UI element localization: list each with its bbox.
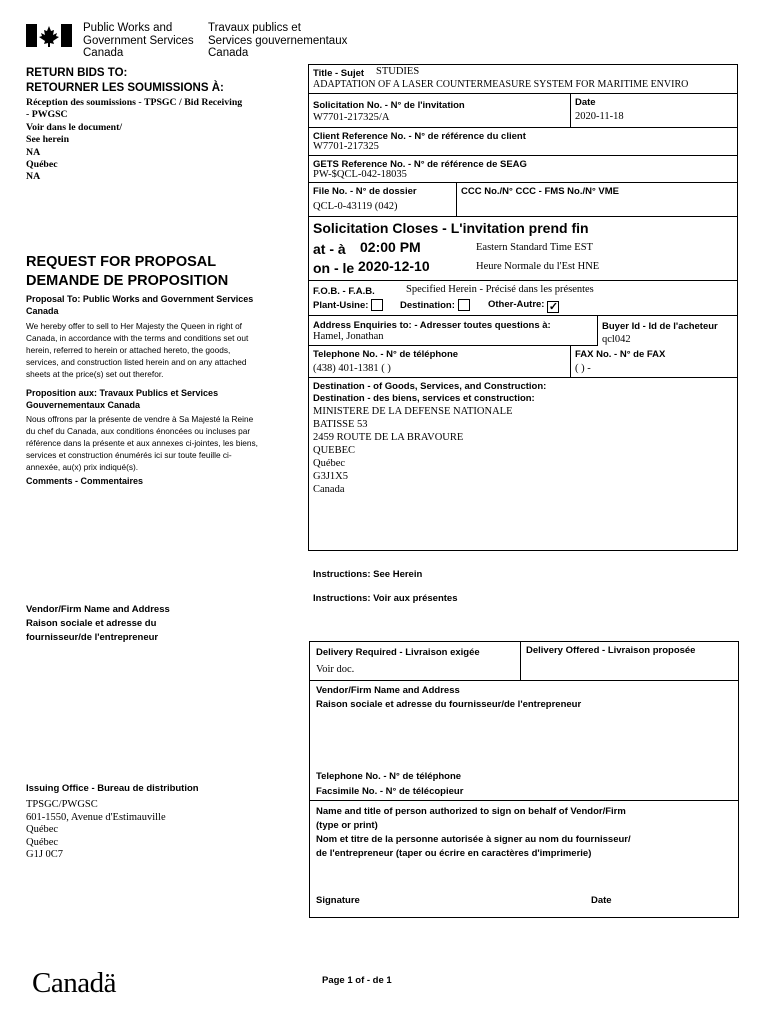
proposal-to-en: Proposal To: Public Works and Government Services Canada xyxy=(26,294,254,316)
divider xyxy=(308,93,738,94)
instructions-en: Instructions: See Herein xyxy=(313,569,423,580)
department-name-fr xyxy=(208,22,347,60)
authorized-line: Nom et titre de la personne autorisée à signer au nom du fournisseur/ xyxy=(316,834,631,845)
authorized-signer-label xyxy=(316,805,631,861)
destination-checkbox[interactable] xyxy=(458,299,470,311)
issuing-office-label: Issuing Office - Bureau de distribution xyxy=(26,783,199,794)
return-address-line: NA xyxy=(26,146,41,158)
phone-label: Telephone No. - N° de téléphone xyxy=(313,349,459,360)
vendor-label-left xyxy=(26,603,170,645)
issuing-address-line: 601-1550, Avenue d'Estimauville xyxy=(26,811,166,823)
solicitation-label: Solicitation No. - N° de l'invitation xyxy=(313,100,465,111)
plant-label-text: Plant-Usine: xyxy=(313,300,369,311)
return-address-line: See herein xyxy=(26,134,70,146)
canada-wordmark: Canadä xyxy=(32,967,116,999)
on-label: on - le xyxy=(313,260,355,276)
divider xyxy=(308,280,738,281)
file-label: File No. - N° de dossier xyxy=(313,186,417,197)
divider xyxy=(456,182,457,216)
return-address xyxy=(26,97,242,184)
return-bids-heading xyxy=(26,66,224,96)
destination-label-text: Destination: xyxy=(400,300,455,311)
destination-address-line: 2459 ROUTE DE LA BRAVOURE xyxy=(313,432,464,443)
divider xyxy=(570,345,571,377)
close-time: 02:00 PM xyxy=(360,239,421,255)
destination-checkbox-label xyxy=(400,299,470,311)
plant-checkbox[interactable] xyxy=(371,299,383,311)
comments-label: Comments - Commentaires xyxy=(26,476,144,486)
authorized-signer-field[interactable] xyxy=(314,862,734,888)
authorized-line: Name and title of person authorized to sign on behalf of Vendor/Firm xyxy=(316,806,626,817)
client-ref-value: W7701-217325 xyxy=(313,141,379,152)
fax-label: FAX No. - N° de FAX xyxy=(575,349,666,360)
return-bids-en: RETURN BIDS TO: xyxy=(26,67,128,79)
other-checkbox[interactable]: ✓ xyxy=(548,301,559,313)
dept-en-line: Canada xyxy=(83,47,124,59)
vendor-fr: fournisseur/de l'entrepreneur xyxy=(26,632,159,643)
file-value: QCL-0-43119 (042) xyxy=(313,201,398,212)
destination-address-line: QUEBEC xyxy=(313,445,355,456)
signature-date-label: Date xyxy=(591,895,612,906)
destination-address-line: MINISTERE DE LA DEFENSE NATIONALE xyxy=(313,406,513,417)
divider xyxy=(308,345,598,346)
telephone-label: Telephone No. - N° de téléphone xyxy=(316,771,462,782)
destination-address-line: G3J1X5 xyxy=(313,471,349,482)
authorized-line: (type or print) xyxy=(316,820,378,831)
destination-address xyxy=(313,405,513,496)
dept-fr-line: Travaux publics et xyxy=(208,22,301,34)
issuing-address-line: Québec xyxy=(26,824,59,835)
buyer-id-label: Buyer Id - Id de l'acheteur xyxy=(602,321,718,332)
client-ref-label: Client Reference No. - N° de référence du client xyxy=(313,131,526,142)
title-value: STUDIES xyxy=(376,66,420,77)
issuing-address-line: TPSGC/PWGSC xyxy=(26,799,98,810)
enquiries-label: Address Enquiries to: - Adresser toutes questions à: xyxy=(313,320,551,331)
fob-value: Specified Herein - Précisé dans les présentes xyxy=(406,284,594,295)
delivery-required-value: Voir doc. xyxy=(316,664,355,675)
closes-heading: Solicitation Closes - L'invitation prend fin xyxy=(313,220,589,236)
fob-label: F.O.B. - F.A.B. xyxy=(313,286,375,297)
facsimile-label: Facsimile No. - N° de télécopieur xyxy=(316,786,464,797)
vendor-en: Vendor/Firm Name and Address xyxy=(26,604,170,615)
vendor-box-label-en: Vendor/Firm Name and Address xyxy=(316,685,460,696)
proposal-to-fr: Proposition aux: Travaux Publics et Services Gouvernementaux Canada xyxy=(26,388,219,410)
dept-en-line: Government Services xyxy=(83,34,194,47)
close-date: 2020-12-10 xyxy=(358,258,430,274)
return-address-line: NA xyxy=(26,171,41,183)
title-value-line2: ADAPTATION OF A LASER COUNTERMEASURE SYSTEM FOR MARITIME ENVIRO xyxy=(313,79,689,90)
divider xyxy=(308,315,738,316)
divider xyxy=(308,182,738,183)
buyer-id-value: qcl042 xyxy=(602,334,631,345)
ccc-label: CCC No./N° CCC - FMS No./N° VME xyxy=(461,186,620,197)
timezone-en: Eastern Standard Time EST xyxy=(476,242,593,253)
other-autre-label xyxy=(488,299,559,313)
issuing-address-line: G1J 0C7 xyxy=(26,849,64,860)
enquiries-value: Hamel, Jonathan xyxy=(313,331,384,342)
return-address-line: - PWGSC xyxy=(26,109,68,121)
divider xyxy=(309,680,739,681)
authorized-line: de l'entrepreneur (taper ou écrire en caractères d'imprimerie) xyxy=(316,848,592,859)
issuing-address-line: Québec xyxy=(26,836,59,848)
plant-usine-label xyxy=(313,299,383,311)
issuing-address xyxy=(26,799,166,862)
divider xyxy=(308,216,738,217)
date-value: 2020-11-18 xyxy=(575,111,624,122)
dept-fr-line: Services gouvernementaux xyxy=(208,34,348,47)
divider xyxy=(308,377,738,378)
divider xyxy=(597,315,598,345)
rfp-en: REQUEST FOR PROPOSAL xyxy=(26,254,217,270)
government-of-canada-flag-icon xyxy=(26,24,72,47)
delivery-offered-label[interactable]: Delivery Offered - Livraison proposée xyxy=(526,645,696,656)
vendor-fr: Raison sociale et adresse du xyxy=(26,618,157,629)
other-label-text: Other-Autre: xyxy=(488,299,545,310)
divider xyxy=(570,93,571,127)
return-address-line: Québec xyxy=(26,159,58,171)
divider xyxy=(308,155,738,156)
destination-goods-label-en: Destination - of Goods, Services, and Construction: xyxy=(313,381,547,392)
dept-fr-line: Canada xyxy=(208,47,249,59)
instructions-fr: Instructions: Voir aux présentes xyxy=(313,593,458,604)
vendor-box-label-fr: Raison sociale et adresse du fournisseur/de l'entrepreneur xyxy=(316,699,582,710)
rfp-fr: DEMANDE DE PROPOSITION xyxy=(26,273,229,289)
gets-value: PW-$QCL-042-18035 xyxy=(313,169,407,180)
offer-text-fr: Nous offrons par la présente de vendre à Sa Majesté la Reine du chef du Canada, aux conditions énoncées ou incluses par référence dans la présente et aux annexes ci-jointes, les biens, services et construction énumérés ici sur toute feuille ci-annexée, au(x) prix indiqué(s). xyxy=(26,414,258,472)
at-label: at - à xyxy=(313,241,346,257)
offer-text-en: We hereby offer to sell to Her Majesty the Queen in right of Canada, in accordance with the terms and conditions set out herein, referred to herein or attached hereto, the goods, services, and construction listed herein and on any attached sheets at the price(s) set out therefor. xyxy=(26,321,249,379)
title-label: Title - Sujet xyxy=(313,68,365,79)
destination-address-line: Canada xyxy=(313,484,345,495)
vendor-name-address-field[interactable] xyxy=(314,712,734,767)
gets-label: GETS Reference No. - N° de référence de SEAG xyxy=(313,159,527,170)
destination-address-line: Québec xyxy=(313,458,346,469)
rfp-heading xyxy=(26,253,228,291)
date-label: Date xyxy=(575,97,596,108)
divider xyxy=(309,800,739,801)
delivery-required-label: Delivery Required - Livraison exigée xyxy=(316,647,480,658)
fax-value: ( ) - xyxy=(575,363,591,374)
return-address-line: Voir dans le document/ xyxy=(26,121,123,133)
phone-value: (438) 401-1381 ( ) xyxy=(313,363,391,374)
page-number: Page 1 of - de 1 xyxy=(322,975,392,986)
dept-en-line: Public Works and xyxy=(83,22,173,34)
department-name-en xyxy=(83,22,194,60)
return-address-line: Réception des soumissions - TPSGC / Bid Receiving xyxy=(26,97,243,108)
signature-label: Signature xyxy=(316,895,360,906)
return-bids-fr: RETOURNER LES SOUMISSIONS À: xyxy=(26,82,224,94)
destination-goods-label-fr: Destination - des biens, services et construction: xyxy=(313,393,535,404)
divider xyxy=(520,641,521,680)
solicitation-value: W7701-217325/A xyxy=(313,112,390,123)
destination-address-line: BATISSE 53 xyxy=(313,419,368,430)
timezone-fr: Heure Normale du l'Est HNE xyxy=(476,261,600,272)
divider xyxy=(308,127,738,128)
